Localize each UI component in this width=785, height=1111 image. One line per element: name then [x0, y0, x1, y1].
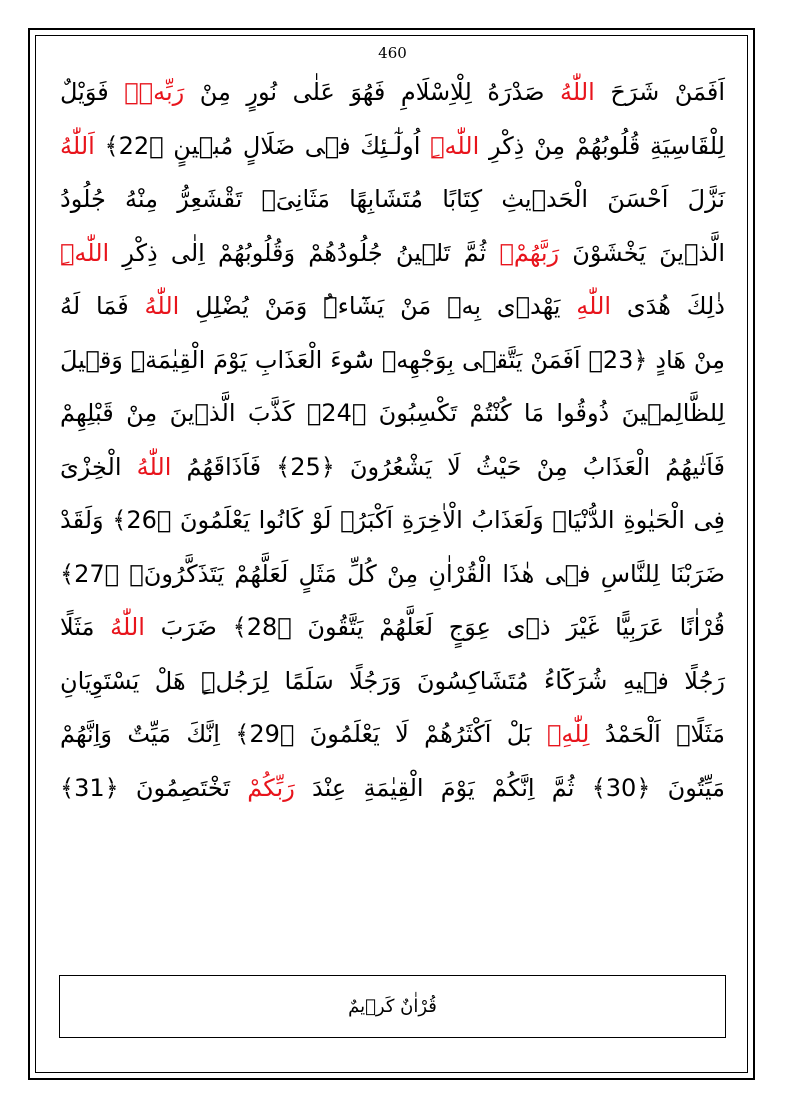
verse-text: مِنْ هَادٍ ﴿23﴾ اَفَمَنْ يَتَّقٖى بِوَجْهِهٖ سُٓوءَ الْعَذَابِ يَوْمَ الْقِيٰمَةِۜ وَقٖيلَ [60, 345, 725, 374]
text-line [60, 655, 725, 709]
footer-box [59, 975, 726, 1038]
verse-text: فِى الْحَيٰوةِ الدُّنْيَاۚ وَلَعَذَابُ الْاٰخِرَةِ اَكْبَرُۢ لَوْ كَانُوا يَعْلَمُونَ ﴿26﴾ وَلَقَدْ [60, 506, 725, 534]
text-line [60, 120, 725, 174]
verse-text: ۚ بَلْ اَكْثَرُهُمْ لَا يَعْلَمُونَ ﴿29﴾ اِنَّكَ مَيِّتٌ وَاِنَّهُمْ [60, 720, 547, 748]
divine-name-highlight: رَبِّكُمْ [247, 773, 295, 802]
verse-text: قُرْاٰنًا عَرَبِيًّا غَيْرَ ذٖى عِوَجٍ لَعَلَّهُمْ يَتَّقُونَ ﴿28﴾ ضَرَبَ [144, 613, 726, 641]
verse-text: مَثَلًاۜ اَلْحَمْدُ [589, 720, 725, 748]
verse-text: لِلظَّالِمٖينَ ذُوقُوا مَا كُنْتُمْ تَكْسِبُونَ ﴿24﴾ كَذَّبَ الَّذٖينَ مِنْ قَبْلِهِمْ [60, 399, 725, 427]
verse-text: مَيِّتُونَ ﴿30﴾ ثُمَّ اِنَّكُمْ يَوْمَ الْقِيٰمَةِ عِنْدَ [294, 773, 726, 802]
text-line [60, 708, 725, 762]
divine-name-highlight: اللّٰهُ [560, 78, 595, 106]
text-line [60, 548, 725, 602]
divine-name-highlight: اللّٰهِ [576, 292, 612, 320]
verse-text: رَجُلًا فٖيهِ شُرَكَٓاءُ مُتَشَاكِسُونَ وَرَجُلًا سَلَمًا لِرَجُلٍۜ هَلْ يَسْتَوِيَانِ [60, 666, 725, 695]
text-line [60, 441, 725, 495]
verse-text: ۜ فَوَيْلٌ [60, 78, 125, 106]
text-line [60, 601, 725, 655]
verse-text: ضَرَبْنَا لِلنَّاسِ فٖى هٰذَا الْقُرْاٰنِ مِنْ كُلِّ مَثَلٍ لَعَلَّهُمْ يَتَذَكَّرُونَۚ ﴿27﴾ [60, 559, 725, 588]
verse-text: يَهْدٖى بِهٖ مَنْ يَشَٓاءُۜ وَمَنْ يُضْلِلِ [179, 292, 577, 320]
verse-text: ۜ اُولٰٓـئِكَ فٖى ضَلَالٍ مُبٖينٍ ﴿22﴾ [94, 131, 431, 160]
text-line [60, 762, 725, 816]
verse-text: ۚ ثُمَّ تَلٖينُ جُلُودُهُمْ وَقُلُوبُهُمْ اِلٰى ذِكْرِ [109, 238, 500, 267]
text-line [60, 66, 725, 120]
verse-text: فَاَتٰيهُمُ الْعَذَابُ مِنْ حَيْثُ لَا يَشْعُرُونَ ﴿25﴾ فَاَذَاقَهُمُ [171, 452, 726, 481]
divine-name-highlight: رَبِّهٖ [124, 78, 185, 106]
divine-name-highlight: اللّٰهُ [136, 452, 172, 481]
verse-text: ذٰلِكَ هُدَى [611, 292, 725, 320]
verse-text: اَفَمَنْ شَرَحَ [594, 78, 726, 106]
divine-name-highlight: رَبَّهُمْ [499, 238, 560, 267]
text-line [60, 494, 725, 548]
divine-name-highlight: اللّٰهِ [60, 238, 110, 267]
text-line [60, 173, 725, 227]
footer-title: قُرْاٰنٌ كَرٖيمٌ [348, 996, 437, 1017]
text-line [60, 334, 725, 388]
divine-name-highlight: اللّٰهُ [110, 613, 145, 641]
text-line [60, 280, 725, 334]
divine-name-highlight: اَللّٰهُ [60, 131, 95, 160]
verse-text: الَّذٖينَ يَخْشَوْنَ [559, 238, 725, 267]
text-line [60, 227, 725, 281]
verse-text-block [60, 66, 725, 815]
verse-text: نَزَّلَ اَحْسَنَ الْحَدٖيثِ كِتَابًا مُتَشَابِهًا مَثَانِىَۗ تَقْشَعِرُّ مِنْهُ جُلُودُ [60, 185, 725, 213]
verse-text: لِلْقَاسِيَةِ قُلُوبُهُمْ مِنْ ذِكْرِ [479, 131, 725, 160]
text-line [60, 387, 725, 441]
verse-text: تَخْتَصِمُونَ ﴿31﴾ [60, 773, 248, 802]
divine-name-highlight: اللّٰهِ [430, 131, 480, 160]
divine-name-highlight: اللّٰهُ [144, 292, 180, 320]
divine-name-highlight: لِلّٰهِ [546, 720, 590, 748]
page-number: 460 [378, 44, 407, 62]
verse-text: مَثَلًا [60, 613, 111, 641]
verse-text: صَدْرَهُ لِلْاِسْلَامِ فَهُوَ عَلٰى نُورٍ مِنْ [184, 78, 561, 106]
verse-text: الْخِزْىَ [60, 452, 137, 481]
verse-text: فَمَا لَهُ [60, 292, 145, 320]
